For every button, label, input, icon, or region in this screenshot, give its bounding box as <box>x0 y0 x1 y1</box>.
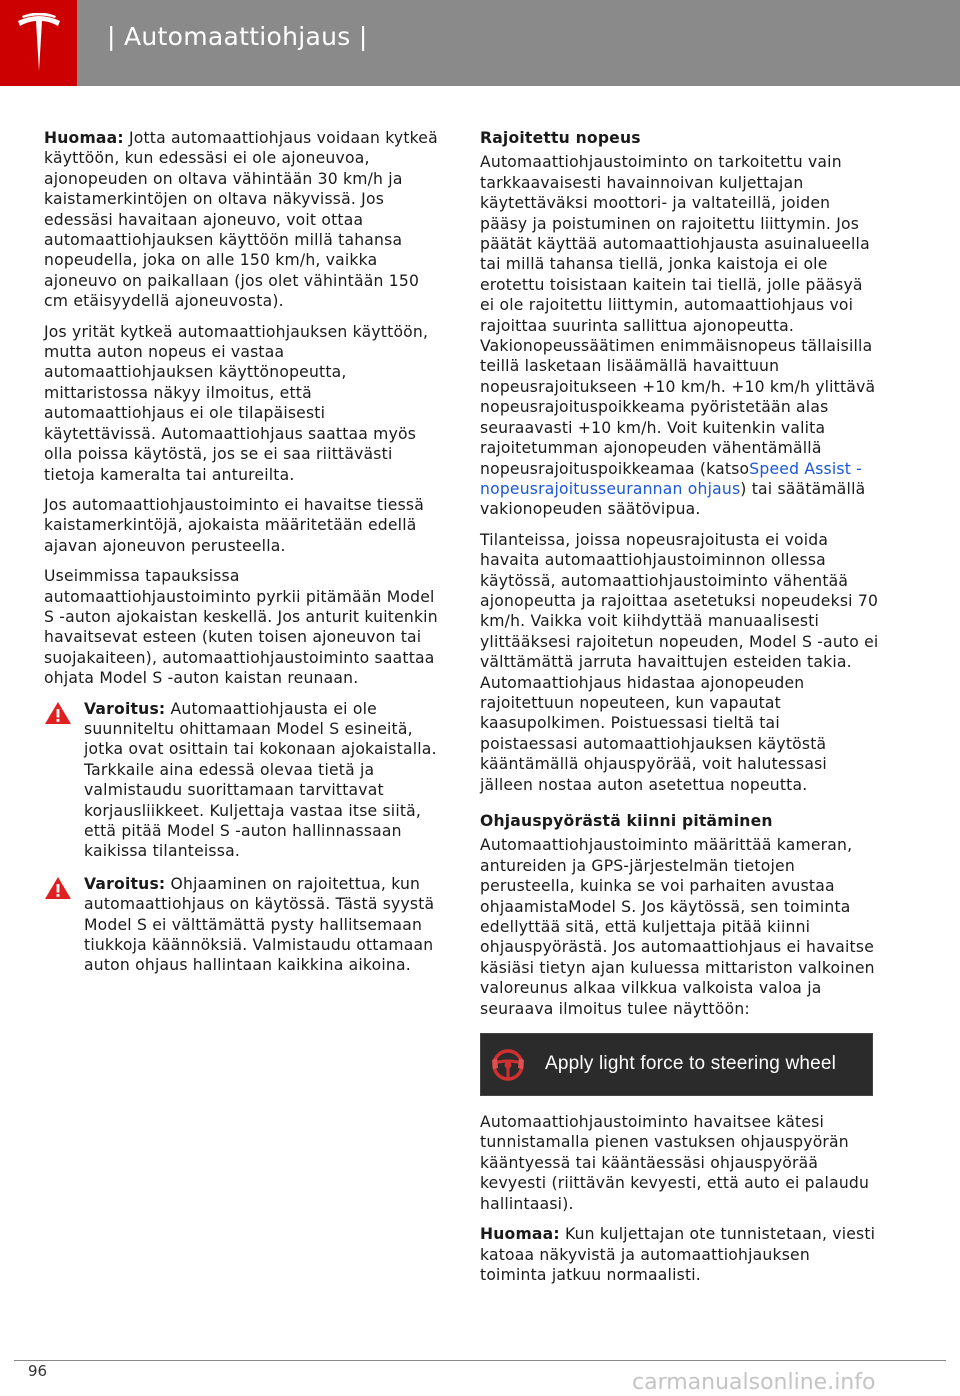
paragraph-text: ) tai säätämällä vakionopeuden säätövipua. <box>480 479 866 519</box>
paragraph: Jos yrität kytkeä automaattiohjauksen käyttöön, mutta auton nopeus ei vastaa automaattiohjauksen käyttönopeutta, mittaristossa näkyy ilmoitus, että automaattiohjaus ei ole tilapäisesti käytettävissä. Automaattiohjaus saattaa myös olla poissa käytöstä, jos se ei saa riittävästi tietoja kameralta tai antureilta. <box>44 322 429 484</box>
paragraph: Tilanteissa, joissa nopeusrajoitusta ei voida havaita automaattiohjaustoiminnon ollessa käytössä, automaattiohjaustoiminto vähentää ajonopeutta ja rajoittaa asetetuksi nopeudeksi 70 km/h. Vaikka voit kiihdyttää manuaalisesti ylittääksesi rajoitetun nopeuden, Model S -auto ei välttämättä jarruta havaittujen esteiden takia. Automaattiohjaus hidastaa ajonopeuden rajoitettuun nopeuteen, kun vapautat kaasupolkimen. Poistuessasi tieltä tai poistaessasi automaattiohjauksen käytöstä kääntämällä ohjauspyörää, voit halutessasi jälleen nostaa auton asetettua nopeutta. <box>480 530 879 794</box>
page-number: 96 <box>28 1362 48 1380</box>
tesla-logo-icon <box>14 13 64 73</box>
note-paragraph <box>44 128 440 312</box>
tesla-logo <box>0 0 77 86</box>
section-heading: Ohjauspyörästä kiinni pitäminen <box>480 812 773 830</box>
warning-block <box>44 699 440 862</box>
paragraph: Automaattiohjaustoiminto määrittää kameran, antureiden ja GPS-järjestelmän tietojen perusteella, kuinka se voi parhaiten avustaa ohjaamistaModel S. Jos käytössä, sen toiminta edellyttää sitä, että kuljettaja pitää kiinni ohjauspyörästä. Jos automaattiohjaus ei havaitse käsiäsi tietyn ajan kuluessa mittariston valkoinen valoreunus alkaa vilkkua valkoista valoa ja seuraava ilmoitus tulee näyttöön: <box>480 836 875 1018</box>
speed-assist-link[interactable]: Speed Assist -nopeusrajoitusseurannan ohjaus <box>480 459 862 498</box>
footer-divider <box>14 1360 946 1361</box>
paragraph-text: Automaattiohjaustoiminto on tarkoitettu vain tarkkaavaisesti havainnoivan kuljettajan käytettäväksi moottori- ja valtateillä, joiden pääsy ja poistuminen on rajoitettu liittymin. Jos päätät käyttää automaattiohjausta asuinalueella tai millä tahansa tiellä, jonka kaistoja ei ole erotettu toisistaan kaitein tai tiellä, jolle pääsyä ei ole rajoitettu liittymin, automaattiohjaus voi rajoittaa suurinta sallittua ajonopeutta. Vakionopeussäätimen enimmäisnopeus tällaisilla teillä lasketaan lisäämällä havaittuun nopeusrajoitukseen +10 km/h. +10 km/h ylittävä nopeusrajoituspoikkeama pyöristetään alas seuraavasti +10 km/h. Voit kuitenkin valita rajoitetumman ajonopeuden vähentämällä nopeusrajoituspoikkeamaa (katso <box>480 153 876 478</box>
section-heading: Rajoitettu nopeus <box>480 129 641 147</box>
steering-wheel-icon <box>491 1048 525 1082</box>
warning-label: Varoitus: <box>84 874 166 893</box>
warning-icon <box>44 876 72 900</box>
note-label: Huomaa: <box>480 1225 560 1244</box>
steering-alert-image <box>480 1033 873 1096</box>
warning-text: Automaattiohjausta ei ole suunniteltu ohittamaan Model S esineitä, jotka ovat osittain tai kokonaan ajokaistalla. Tarkkaile aina edessä olevaa tietä ja valmistaudu suorittamaan tarvittavat korjausliikkeet. Kuljettaja vastaa itse siitä, että pitää Model S -auton hallinnassaan kaikissa tilanteissa. <box>84 699 437 861</box>
note-text: Jotta automaattiohjaus voidaan kytkeä käyttöön, kun edessäsi ei ole ajoneuvoa, ajonopeuden on oltava vähintään 30 km/h ja kaistamerkintöjen on oltava näkyvissä. Jos edessäsi havaitaan ajoneuvo, voit ottaa automaattiohjauksen käyttöön millä tahansa nopeudella, joka on alle 150 km/h, vaikka ajoneuvo on paikallaan (jos olet vähintään 150 cm etäisyydellä ajoneuvosta). <box>44 129 438 311</box>
note-text: Kun kuljettajan ote tunnistetaan, viesti katoaa näkyvistä ja automaattiohjauksen toiminta jatkuu normaalisti. <box>480 1225 876 1284</box>
warning-label: Varoitus: <box>84 699 166 718</box>
left-column <box>44 128 440 988</box>
right-column <box>480 128 880 1295</box>
paragraph: Automaattiohjaustoiminto havaitsee kätesi tunnistamalla pienen vastuksen ohjauspyörän kääntyessä tai kääntäessäsi ohjauspyörää kevyesti (riittävän kevyesti, että auto ei palaudu hallintaasi). <box>480 1113 870 1213</box>
page-header <box>0 0 960 86</box>
warning-block <box>44 874 440 976</box>
paragraph: Useimmissa tapauksissa automaattiohjaustoiminto pyrkii pitämään Model S -auton ajokaistan keskellä. Jos anturit kuitenkin havaitsevat esteen (kuten toisen ajoneuvon tai suojakaiteen), automaattiohjaustoiminto saattaa ohjata Model S -auton kaistan reunaan. <box>44 567 438 688</box>
page-title: | Automaattiohjaus | <box>107 22 368 51</box>
paragraph: Jos automaattiohjaustoiminto ei havaitse tiessä kaistamerkintöjä, ajokaista määritetään edellä ajavan ajoneuvon perusteella. <box>44 495 424 555</box>
warning-icon <box>44 701 72 725</box>
note-paragraph <box>480 1224 880 1285</box>
steering-alert-text: Apply light force to steering wheel <box>545 1053 837 1075</box>
paragraph <box>480 152 880 519</box>
watermark: carmanualsonline.info <box>632 1370 876 1395</box>
warning-text: Ohjaaminen on rajoitettua, kun automaattiohjaus on käytössä. Tästä syystä Model S ei välttämättä pysty hallitsemaan tiukkoja käännöksiä. Valmistaudu ottamaan auton ohjaus hallintaan kaikkina aikoina. <box>84 874 435 975</box>
note-label: Huomaa: <box>44 129 124 147</box>
